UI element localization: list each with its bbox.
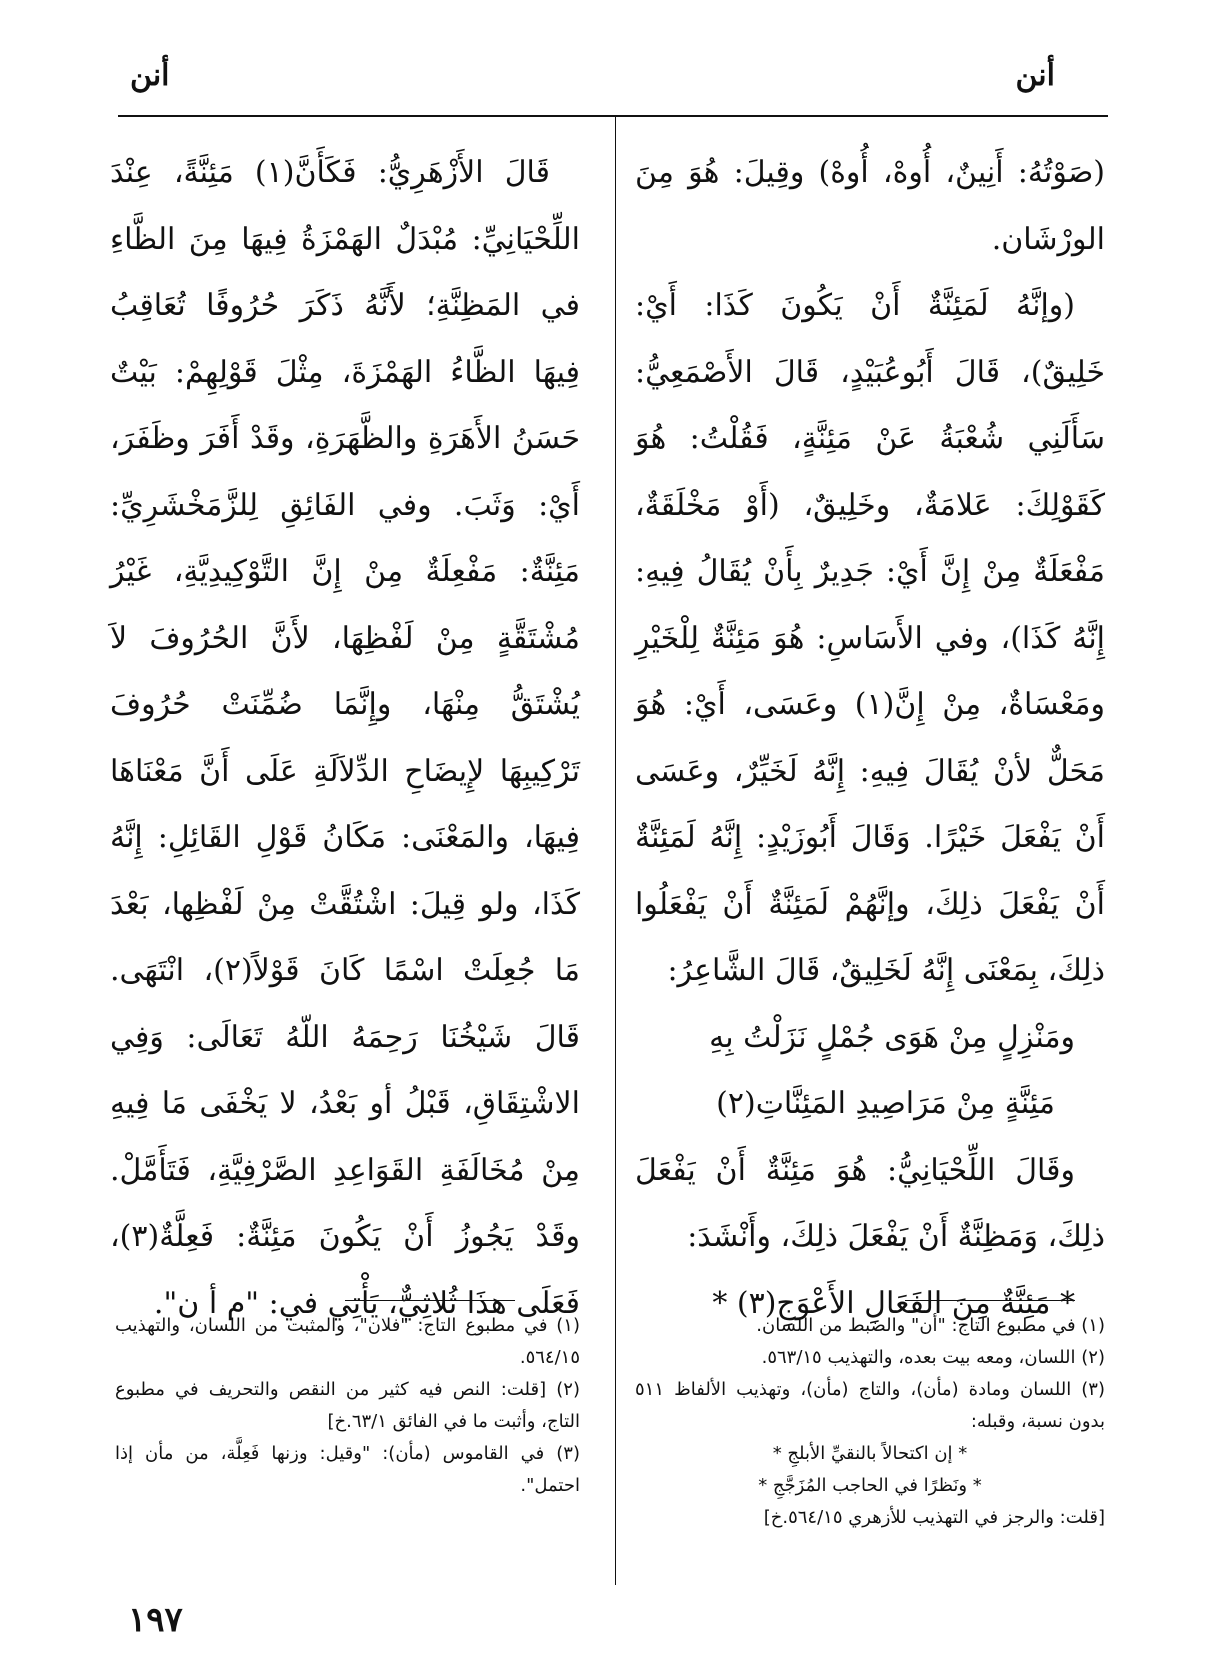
footnote: (١) في مطبوع التاج: "فلان"، والمثبت من اللسان، والتهذيب ٥٦٤/١٥. (115, 1315, 580, 1368)
entry-paragraph: وقَالَ اللِّحْيَانِيُّ: هُوَ مَئِنَّةٌ أَنْ يَفْعَلَ ذلِكَ، وَمَظِنَّةٌ أَنْ يَفْعَلَ ذلِكَ، وأَنْشَدَ: (635, 1152, 1105, 1254)
footnote-verse: * إن اكتحالاً بالنقيِّ الأبلجِ * (772, 1443, 968, 1464)
running-head-left: أنن (130, 58, 170, 93)
entry-paragraph: (صَوْتُهُ: أَنِينٌ، أُوهْ، أُوهْ) وقِيلَ: هُوَ مِنَ الورْشَان. (635, 155, 1105, 257)
footnote-rule-left (345, 1300, 515, 1301)
entry-paragraph: (وإنَّهُ لَمَئِنَّةٌ أَنْ يَكُونَ كَذَا: أَيْ: خَلِيقٌ)، قَالَ أَبُوعُبَيْدٍ، قَالَ الأَصْمَعِيُّ: سَأَلَنِي شُعْبَةُ عَنْ مَئِنَّةٍ، فَقُلْتُ: هُوَ كَقَوْلِكَ: عَلامَةٌ، وخَلِيقٌ، (أَوْ مَخْلَقَةٌ، مَفْعَلَةٌ مِنْ إِنَّ أَيْ: جَدِيرٌ بِأَنْ يُقَالُ فِيهِ: إِنَّهُ كَذَا)، وفي الأَسَاسِ: هُوَ مَئِنَّةٌ لِلْخَيْرِ ومَعْسَاةٌ، مِنْ إِنَّ(١) وعَسَى، أَيْ: هُوَ مَحَلٌّ لأنْ يُقَالَ فِيهِ: إِنَّهُ لَخَيِّرٌ، وعَسَى أَنْ يَفْعَلَ خَيْرًا. وَقَالَ أَبُوزَيْدٍ: إِنَّهُ لَمَئِنَّةٌ أَنْ يَفْعَلَ ذلِكَ، وإنَّهُمْ لَمَئِنَّةٌ أَنْ يَفْعَلُوا ذلِكَ، بِمَعْنَى إِنَّهُ لَخَلِيقٌ، قَالَ الشَّاعِرُ: (635, 288, 1105, 988)
footnote: (٣) اللسان ومادة (مأن)، والتاج (مأن)، وتهذيب الألفاظ ٥١١ بدون نسبة، وقبله: (635, 1379, 1105, 1432)
footnote: (٢) اللسان، ومعه بيت بعده، والتهذيب ٥٦٣/١٥. (761, 1347, 1105, 1368)
footnote-rule-right (905, 1300, 1075, 1301)
running-head-right: أنن (1015, 58, 1055, 93)
poem-verse: ومَنْزِلٍ مِنْ هَوَى جُمْلٍ نَزَلْتُ بِهِ (709, 1019, 1075, 1055)
right-column (635, 140, 1105, 1337)
page-number: ١٩٧ (128, 1600, 183, 1640)
footnote: (٣) في القاموس (مأن): "وقيل: وزنها فَعِلَّة، من مأن إذا احتمل". (115, 1443, 580, 1496)
rajaz-verse: * مَئِنَّةٌ مِنَ الفَعَالِ الأَعْوَجِ(٣) * (712, 1285, 1075, 1321)
footnote: [قلت: والرجز في التهذيب للأزهري ٥٦٤/١٥.خ] (763, 1507, 1105, 1528)
footnotes-right (635, 1310, 1105, 1534)
column-divider (615, 115, 616, 1585)
footnote: (١) في مطبوع التاج: "أن" والضبط من اللسان. (756, 1315, 1105, 1336)
poem-verse: مَئِنَّةٍ مِنْ مَرَاصِيدِ المَئِنَّاتِ(٢) (716, 1086, 1055, 1121)
footnotes-left (115, 1310, 580, 1502)
left-column (110, 140, 580, 1337)
header-rule (118, 115, 1108, 117)
entry-paragraph: قَالَ الأَزْهَرِيُّ: فَكَأَنَّ(١) مَئِنَّةً، عِنْدَ اللِّحْيَانِيِّ: مُبْدَلٌ الهَمْزَةُ فِيهَا مِنَ الظَّاءِ في المَظِنَّةِ؛ لأَنَّهُ ذَكَرَ حُرُوفًا تُعَاقِبُ فِيهَا الظَّاءُ الهَمْزَةَ، مِثْلَ قَوْلِهِمْ: بَيْتٌ حَسَنُ الأَهَرَةِ والظَّهَرَةِ، وقَدْ أَفَرَ وظَفَرَ، أَيْ: وَثَبَ. وفي الفَائِقِ لِلزَّمَخْشَرِيِّ: مَئِنَّةٌ: مَفْعِلَةٌ مِنْ إِنَّ التَّوْكِيدِيَّةِ، غَيْرُ مُشْتَقَّةٍ مِنْ لَفْظِهَا، لأَنَّ الحُرُوفَ لاَ يُشْتَقُّ مِنْهَا، وإِنَّمَا ضُمِّنَتْ حُرُوفَ تَرْكِيبِهَا لإِيضَاحِ الدِّلاَلَةِ عَلَى أَنَّ مَعْنَاهَا فِيهَا، والمَعْنَى: مَكَانُ قَوْلِ القَائِلِ: إِنَّهُ كَذَا، ولو قِيلَ: اشْتُقَّتْ مِنْ لَفْظِها، بَعْدَ مَا جُعِلَتْ اسْمًا كَانَ قَوْلاً(٢)، انْتَهَى. قَالَ شَيْخُنَا رَحِمَهُ اللّهُ تَعَالَى: وَفِي الاشْتِقَاقِ، قَبْلُ أو بَعْدُ، لا يَخْفَى مَا فِيهِ مِنْ مُخَالَفَةِ القَوَاعِدِ الصَّرْفِيَّةِ، فَتَأَمَّلْ. وقَدْ يَجُوزُ أَنْ يَكُونَ مَئِنَّةٌ: فَعِلَّةٌ(٣)، فَعَلَى هذَا ثُلاثِيٌّ، يَأْتِي في: "م أ ن". (110, 155, 581, 1321)
footnote: (٢) [قلت: النص فيه كثير من النقص والتحريف في مطبوع التاج، وأثبت ما في الفائق ٦٣/١.خ] (115, 1379, 580, 1432)
footnote-verse: * ونَظرًا في الحاجب المُزَجَّجِ * (758, 1475, 982, 1496)
